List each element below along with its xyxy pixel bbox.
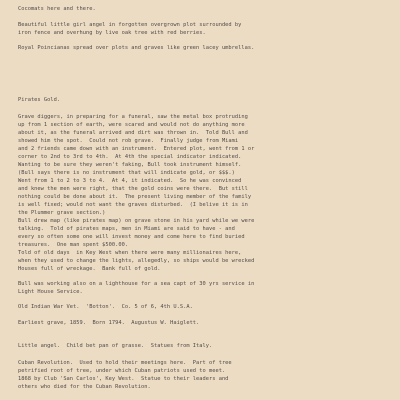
text-line: when they used to change the lights, allegedly, so ships would be wrecked	[18, 258, 255, 264]
text-line: nothing could be done about it. The present living member of the family	[18, 194, 252, 200]
text-line: Light House Service.	[18, 289, 83, 295]
text-line: Bull drew map (like pirates map) on grave stone in his yard while we were	[18, 218, 255, 224]
text-line: Told of old days in Key West when there were many millionaires here,	[18, 250, 242, 256]
text-line: and 2 friends came down with an instrument. Entered plot, went from 1 or	[18, 146, 255, 152]
text-line: iron fence and overhung by live oak tree with red berries.	[18, 30, 206, 36]
text-line: Little angel. Child bet pan of grasse. Statues from Italy.	[18, 343, 213, 349]
text-line: up from 1 section of earth, were scared and would not do anything more	[18, 122, 245, 128]
text-line: (Bull says there is no instrument that will indicate gold, or $$$.)	[18, 170, 235, 176]
text-line: about it, as the funeral arrived and dirt was thrown in. Told Bull and	[18, 130, 248, 136]
text-line: Houses full of wreckage. Bank full of gold.	[18, 266, 161, 272]
text-line: Bull was working also on a lighthouse for a sea capt of 30 yrs service in	[18, 281, 255, 287]
section-heading: Pirates Gold.	[18, 97, 61, 103]
text-line: talking. Told of pirates maps, men in Miami are said to have - and	[18, 226, 235, 232]
text-line: corner to 2nd to 3rd to 4th. At 4th the special indicator indicated.	[18, 154, 242, 160]
text-line: petrified root of tree, under which Cuban patriots used to meet.	[18, 368, 226, 374]
text-line: the Plummer grave section.)	[18, 210, 106, 216]
text-line: and knew the men were right, that the gold coins were there. But still	[18, 186, 248, 192]
text-line: others who died for the Cuban Revolution.	[18, 384, 151, 390]
text-line: Cocomats here and there.	[18, 6, 96, 12]
text-line: showed him the spot. Could not rob grave. Finally judge from Miami	[18, 138, 239, 144]
text-line: every so often some one will invest money and come here to find buried	[18, 234, 245, 240]
text-line: Beautiful little girl angel in forgotten overgrown plot surrounded by	[18, 22, 242, 28]
text-line: treasures. One man spent $500.00.	[18, 242, 129, 248]
text-line: is well fixed; would not want the graves disturbed. (I belive it is in	[18, 202, 248, 208]
text-line: Cuban Revolution. Used to hold their meetings here. Part of tree	[18, 360, 232, 366]
text-line: Earliest grave, 1859. Born 1794. Augustus W. Haiglett.	[18, 320, 200, 326]
text-line: Royal Poincianas spread over plots and graves like green lacey umbrellas.	[18, 45, 255, 51]
text-line: Wanting to be sure they weren't faking, Bull took instrument himself.	[18, 162, 242, 168]
text-line: 1868 by Club 'San Carlos', Key West. Statue to their leaders and	[18, 376, 229, 382]
text-line: Old Indian War Vet. 'Botton'. Co. 5 of 6, 4th U.S.A.	[18, 304, 193, 310]
text-line: Went from 1 to 2 to 3 to 4. At 4, it indicated. So he was convinced	[18, 178, 242, 184]
text-line: Grave diggers, in preparing for a funeral, saw the metal box protruding	[18, 114, 248, 120]
